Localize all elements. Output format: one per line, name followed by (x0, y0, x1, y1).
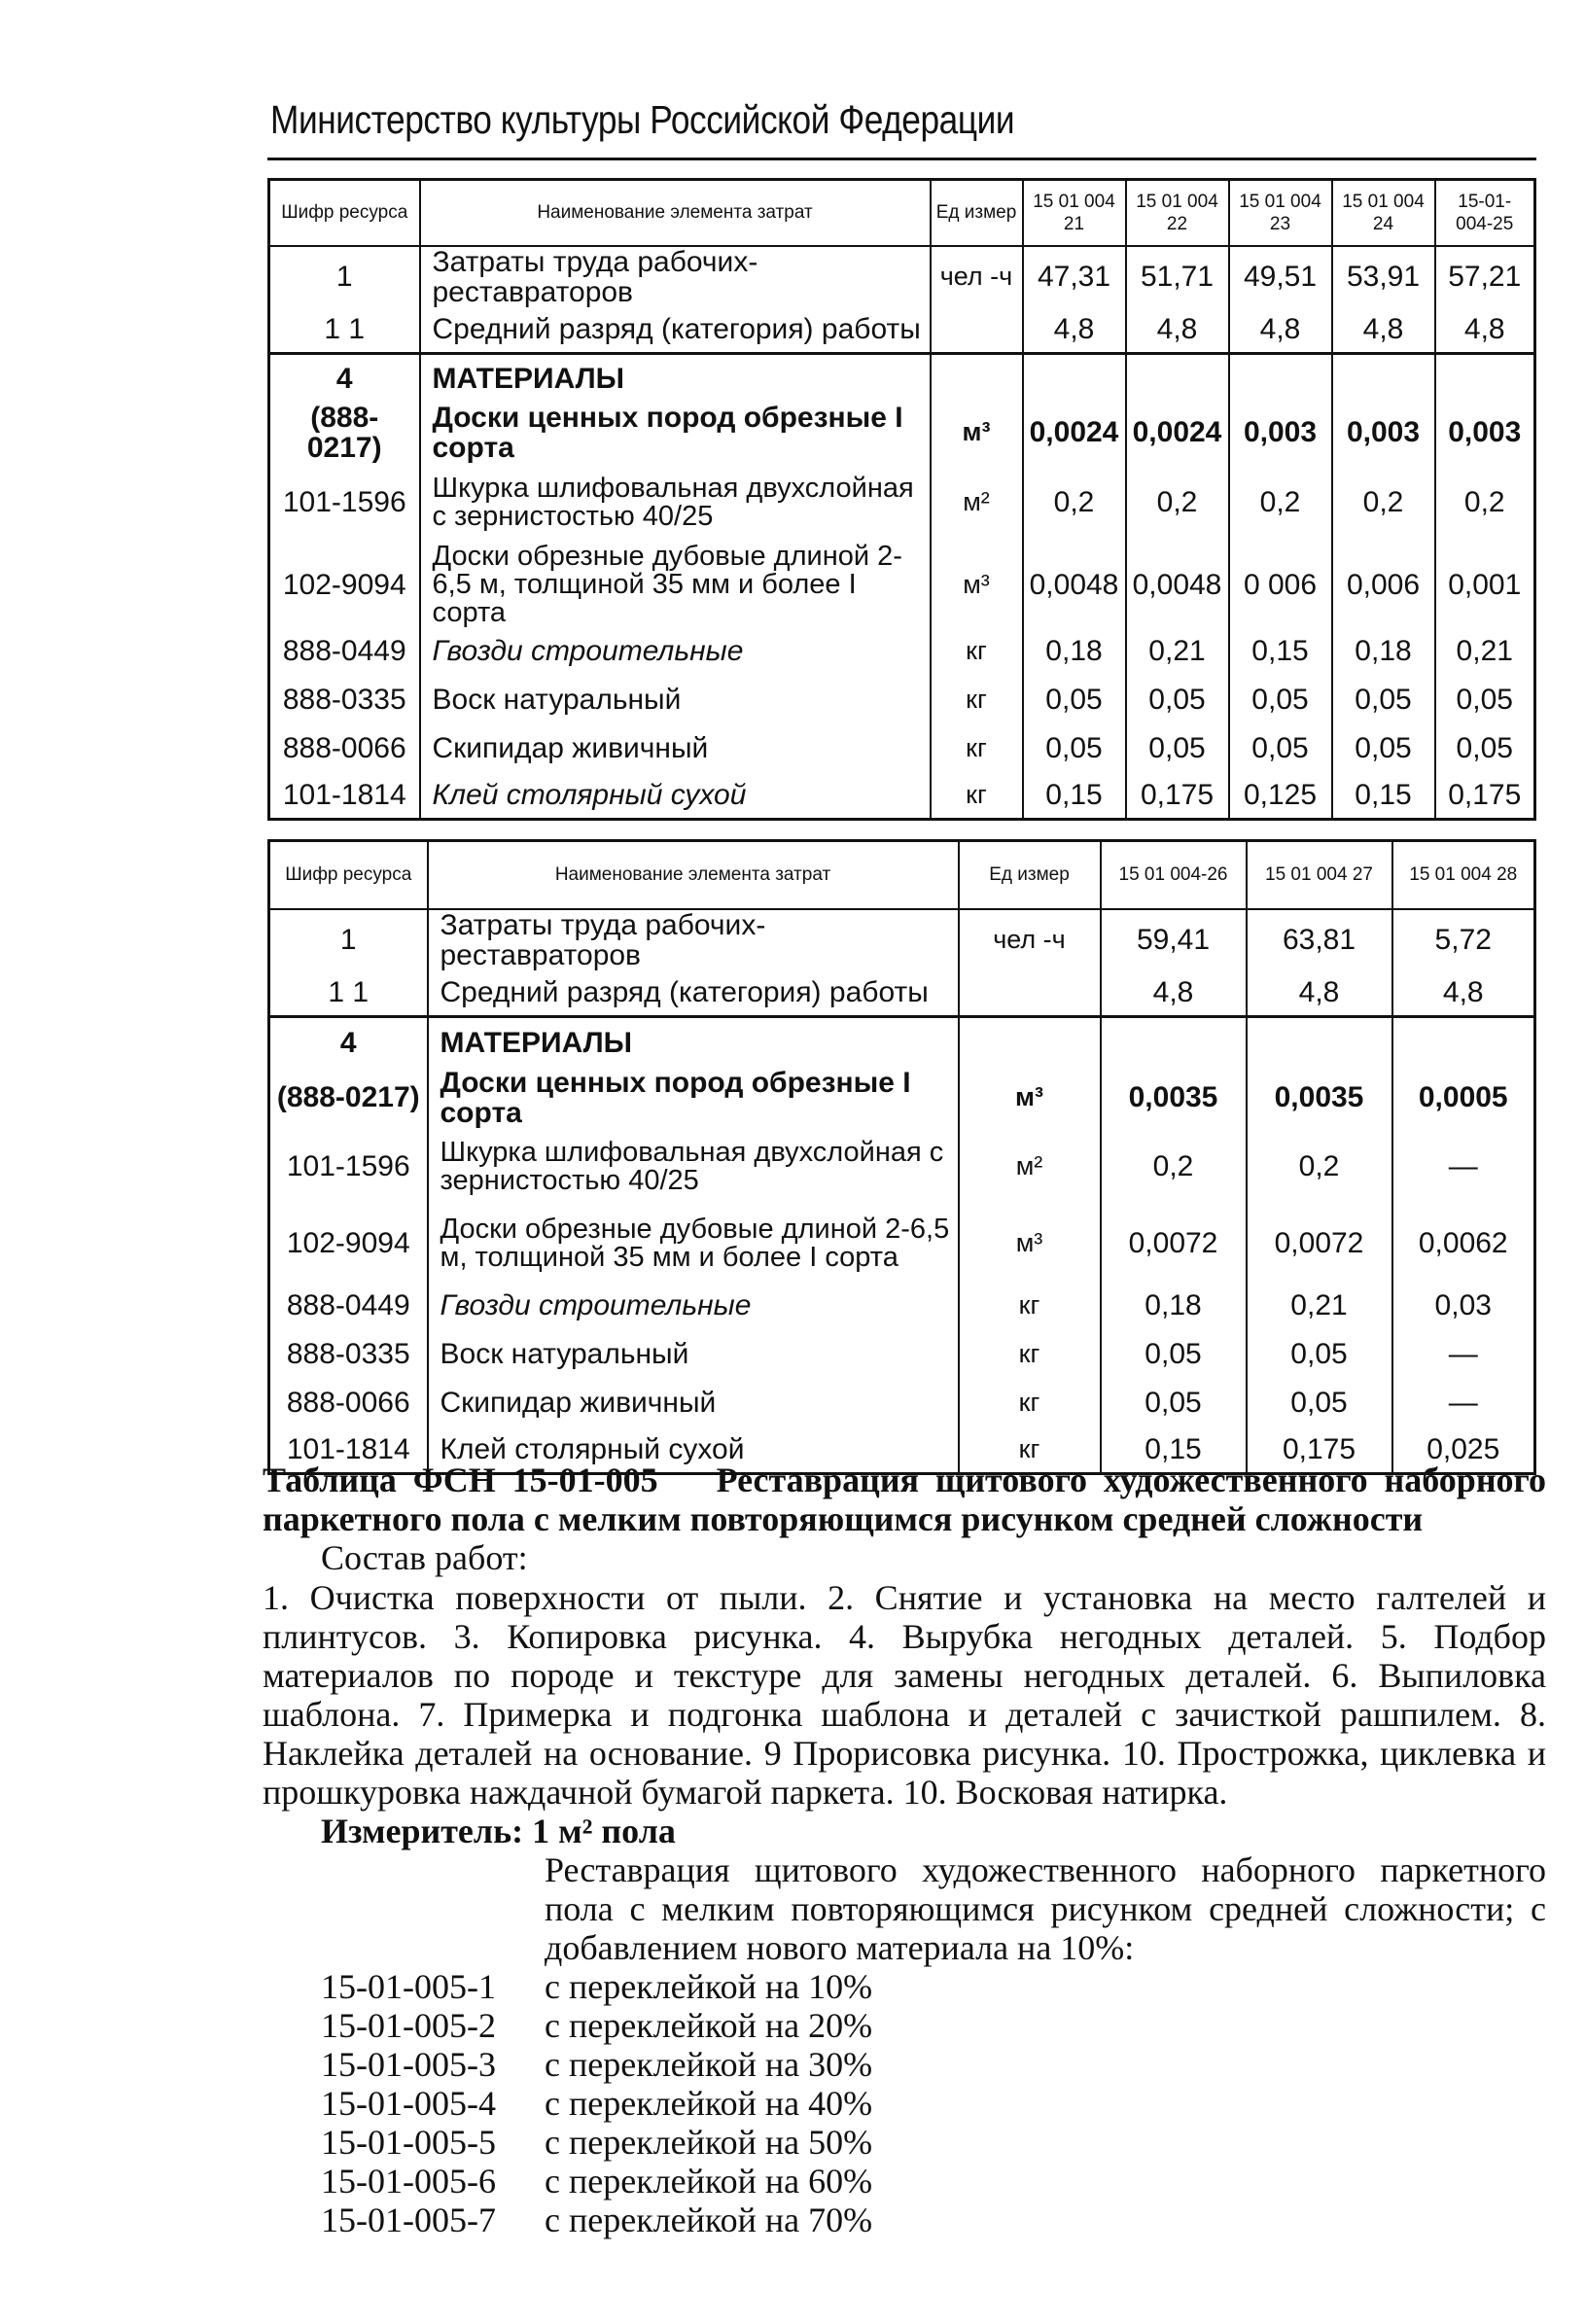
row-value: 59,41 (1101, 909, 1247, 970)
header-unit: Ед измер (931, 180, 1023, 246)
row-value: 0,0005 (1392, 1068, 1535, 1128)
row-unit: кг (959, 1427, 1101, 1474)
row-unit (931, 307, 1023, 354)
item-text: с переклейкой на 40% (545, 2084, 873, 2123)
row-value: 0,18 (1101, 1282, 1247, 1330)
row-code: 1 (269, 909, 428, 970)
item-text: с переклейкой на 50% (545, 2123, 873, 2162)
table-row (269, 354, 1535, 403)
row-name: Средний разряд (категория) работы (420, 307, 931, 354)
row-value: 0,15 (1332, 773, 1435, 820)
table-row (269, 1068, 1535, 1128)
row-name: Гвозди строительные (428, 1282, 959, 1330)
row-value: 0,125 (1229, 773, 1332, 820)
header-col-3: 15 01 004 23 (1229, 180, 1332, 246)
row-value: 0,2 (1023, 463, 1126, 543)
row-unit: чел -ч (931, 246, 1023, 307)
row-unit: м² (959, 1128, 1101, 1206)
header-unit: Ед измер (959, 841, 1101, 909)
row-value: 0,0072 (1247, 1206, 1392, 1282)
row-name: МАТЕРИАЛЫ (420, 354, 931, 403)
row-value: 0,2 (1101, 1128, 1247, 1206)
list-item (321, 2201, 872, 2239)
row-value: 0,0024 (1126, 403, 1229, 463)
section-title (263, 1461, 1546, 1538)
item-code: 15-01-005-2 (321, 2006, 496, 2045)
row-value (1101, 1017, 1247, 1068)
header-col-2: 15 01 004 22 (1126, 180, 1229, 246)
row-value: 0,0024 (1023, 403, 1126, 463)
row-value: 0,003 (1332, 403, 1435, 463)
row-unit: м³ (959, 1068, 1101, 1128)
row-code: 101-1814 (269, 1427, 428, 1474)
row-value: 5,72 (1392, 909, 1535, 970)
row-value: 0,2 (1332, 463, 1435, 543)
row-name: Затраты труда рабочих-реставраторов (420, 246, 931, 307)
row-value: 4,8 (1247, 970, 1392, 1017)
codes-list (321, 1967, 872, 2239)
row-name: Затраты труда рабочих-реставраторов (428, 909, 959, 970)
header-code: Шифр ресурса (269, 180, 420, 246)
row-name: Клей столярный сухой (420, 773, 931, 820)
row-value: 0,006 (1332, 543, 1435, 627)
row-value (1023, 354, 1126, 403)
row-value: 0,2 (1126, 463, 1229, 543)
row-value: 49,51 (1229, 246, 1332, 307)
resource-table-1 (267, 178, 1536, 821)
list-item (321, 1967, 872, 2006)
row-value: 0,175 (1435, 773, 1535, 820)
row-name: Доски обрезные дубовые длиной 2-6,5 м, толщиной 35 мм и более I сорта (428, 1206, 959, 1282)
item-text: с переклейкой на 60% (545, 2162, 873, 2201)
table-row (269, 676, 1535, 724)
row-value: 0,2 (1247, 1128, 1392, 1206)
row-value: 0,0035 (1247, 1068, 1392, 1128)
table-row (269, 1379, 1535, 1427)
table-row (269, 1330, 1535, 1379)
row-code: 888-0335 (269, 676, 420, 724)
row-value: 57,21 (1435, 246, 1535, 307)
row-name: Доски ценных пород обрезные I сорта (428, 1068, 959, 1128)
table-row (269, 1206, 1535, 1282)
row-value: 0,05 (1332, 724, 1435, 773)
row-value: 0,05 (1435, 676, 1535, 724)
table-title: Реставрация щитового художественного наборного паркетного пола с мелким повторяющимся рисунком средней сложности (263, 1461, 1547, 1538)
header-col-2: 15 01 004 27 (1247, 841, 1392, 909)
row-value: 4,8 (1332, 307, 1435, 354)
row-value (1435, 354, 1535, 403)
list-item (321, 2006, 872, 2045)
row-value: 0,2 (1435, 463, 1535, 543)
row-unit (931, 354, 1023, 403)
row-value: 63,81 (1247, 909, 1392, 970)
row-value: 0,2 (1229, 463, 1332, 543)
table-row (269, 909, 1535, 970)
row-unit: кг (931, 724, 1023, 773)
row-value: 0,0048 (1023, 543, 1126, 627)
row-value: 0,15 (1229, 627, 1332, 676)
table-row (269, 403, 1535, 463)
intro-text: Реставрация щитового художественного наборного паркетного пола с мелким повторяющимся рисунком средней сложности; с добавлением нового материала на 10%: (545, 1850, 1546, 1967)
header-rule (267, 158, 1536, 160)
item-text: с переклейкой на 20% (545, 2006, 873, 2045)
list-item (321, 2045, 872, 2084)
row-name: Воск натуральный (420, 676, 931, 724)
row-value: 0,175 (1247, 1427, 1392, 1474)
measure-label: Измеритель: 1 м² пола (321, 1812, 676, 1850)
header-col-3: 15 01 004 28 (1392, 841, 1535, 909)
row-name: МАТЕРИАЛЫ (428, 1017, 959, 1068)
row-value: 0,21 (1126, 627, 1229, 676)
row-value: 0,0035 (1101, 1068, 1247, 1128)
row-value: 0,05 (1126, 676, 1229, 724)
row-name: Скипидар живичный (420, 724, 931, 773)
header-col-1: 15 01 004 21 (1023, 180, 1126, 246)
row-value: 0 006 (1229, 543, 1332, 627)
row-value: 47,31 (1023, 246, 1126, 307)
table-row (269, 627, 1535, 676)
table-row (269, 463, 1535, 543)
row-name: Доски обрезные дубовые длиной 2-6,5 м, толщиной 35 мм и более I сорта (420, 543, 931, 627)
row-value (1332, 354, 1435, 403)
row-code: 888-0449 (269, 1282, 428, 1330)
row-code: 4 (269, 1017, 428, 1068)
list-item (321, 2123, 872, 2162)
table-row (269, 773, 1535, 820)
composition-label: Состав работ: (321, 1538, 528, 1577)
row-value: 0,18 (1023, 627, 1126, 676)
row-value: 0,05 (1247, 1379, 1392, 1427)
row-value: — (1392, 1330, 1535, 1379)
row-value: 0,05 (1101, 1379, 1247, 1427)
row-value: 0,05 (1229, 724, 1332, 773)
composition-text: 1. Очистка поверхности от пыли. 2. Снятие и установка на место галтелей и плинтусов. 3. Копировка рисунка. 4. Вырубка негодных деталей. 5. Подбор материалов по породе и текстуре для замены негодных деталей. 6. Выпиловка шаблона. 7. Примерка и подгонка шаблона и деталей с зачисткой рашпилем. 8. Наклейка деталей на основание. 9 Прорисовка рисунка. 10. Прострожка, циклевка и прошкуровка наждачной бумагой паркета. 10. Восковая натирка. (263, 1578, 1546, 1812)
row-unit (959, 1017, 1101, 1068)
row-code: 101-1596 (269, 1128, 428, 1206)
row-code: 888-0066 (269, 724, 420, 773)
row-code: 4 (269, 354, 420, 403)
header-code: Шифр ресурса (269, 841, 428, 909)
header-name: Наименование элемента затрат (420, 180, 931, 246)
table-row (269, 543, 1535, 627)
row-unit: кг (959, 1282, 1101, 1330)
row-value (1392, 1017, 1535, 1068)
item-code: 15-01-005-6 (321, 2162, 496, 2201)
row-value: 4,8 (1435, 307, 1535, 354)
table-row (269, 1128, 1535, 1206)
row-value: 0,001 (1435, 543, 1535, 627)
row-value (1126, 354, 1229, 403)
item-text: с переклейкой на 70% (545, 2201, 873, 2239)
row-code: (888-0217) (269, 403, 420, 463)
row-value: 0,0062 (1392, 1206, 1535, 1282)
row-value: 0,05 (1101, 1330, 1247, 1379)
row-value: 4,8 (1023, 307, 1126, 354)
row-code: 1 (269, 246, 420, 307)
row-value: 0,05 (1126, 724, 1229, 773)
table-header-row (269, 841, 1535, 909)
table-row (269, 724, 1535, 773)
row-unit: м² (931, 463, 1023, 543)
row-name: Шкурка шлифовальная двухслойная с зернистостью 40/25 (420, 463, 931, 543)
row-unit: кг (931, 773, 1023, 820)
row-value: 0,15 (1023, 773, 1126, 820)
row-value: 0,05 (1023, 724, 1126, 773)
row-value: 0,21 (1435, 627, 1535, 676)
table-row (269, 1017, 1535, 1068)
row-value: 0,05 (1023, 676, 1126, 724)
row-unit: чел -ч (959, 909, 1101, 970)
row-code: 888-0449 (269, 627, 420, 676)
row-name: Средний разряд (категория) работы (428, 970, 959, 1017)
row-value (1247, 1017, 1392, 1068)
row-name: Воск натуральный (428, 1330, 959, 1379)
row-value: — (1392, 1128, 1535, 1206)
row-code: (888-0217) (269, 1068, 428, 1128)
row-code: 888-0066 (269, 1379, 428, 1427)
row-value: 0,05 (1247, 1330, 1392, 1379)
row-name: Клей столярный сухой (428, 1427, 959, 1474)
row-unit: кг (931, 676, 1023, 724)
row-unit: кг (931, 627, 1023, 676)
row-value: 0,15 (1101, 1427, 1247, 1474)
row-unit: м³ (931, 403, 1023, 463)
table-code: Таблица ФСН 15-01-005 (263, 1461, 658, 1499)
item-code: 15-01-005-5 (321, 2123, 496, 2162)
row-value: 0,0072 (1101, 1206, 1247, 1282)
table-row (269, 1282, 1535, 1330)
resource-table-2 (267, 839, 1536, 1475)
row-value: 4,8 (1392, 970, 1535, 1017)
table-header-row (269, 180, 1535, 246)
row-name: Шкурка шлифовальная двухслойная с зернистостью 40/25 (428, 1128, 959, 1206)
row-value: 0,003 (1435, 403, 1535, 463)
row-name: Скипидар живичный (428, 1379, 959, 1427)
row-value: 51,71 (1126, 246, 1229, 307)
row-value: 0,003 (1229, 403, 1332, 463)
row-code: 888-0335 (269, 1330, 428, 1379)
row-value: 4,8 (1126, 307, 1229, 354)
list-item (321, 2084, 872, 2123)
row-unit: м³ (959, 1206, 1101, 1282)
table-row (269, 970, 1535, 1017)
item-code: 15-01-005-3 (321, 2045, 496, 2084)
row-value: 0,0048 (1126, 543, 1229, 627)
row-value: 0,05 (1332, 676, 1435, 724)
row-unit: кг (959, 1379, 1101, 1427)
header-col-4: 15 01 004 24 (1332, 180, 1435, 246)
row-code: 101-1596 (269, 463, 420, 543)
row-value: 0,03 (1392, 1282, 1535, 1330)
row-code: 1 1 (269, 970, 428, 1017)
item-text: с переклейкой на 10% (545, 1967, 873, 2006)
row-unit (959, 970, 1101, 1017)
item-code: 15-01-005-4 (321, 2084, 496, 2123)
row-name: Гвозди строительные (420, 627, 931, 676)
header-col-1: 15 01 004-26 (1101, 841, 1247, 909)
row-value: 4,8 (1229, 307, 1332, 354)
row-code: 1 1 (269, 307, 420, 354)
item-text: с переклейкой на 30% (545, 2045, 873, 2084)
page-header: Министерство культуры Российской Федерации (270, 97, 1015, 142)
row-code: 101-1814 (269, 773, 420, 820)
row-value: 0,025 (1392, 1427, 1535, 1474)
row-value: 53,91 (1332, 246, 1435, 307)
header-col-5: 15-01- 004-25 (1435, 180, 1535, 246)
row-value (1229, 354, 1332, 403)
row-name: Доски ценных пород обрезные I сорта (420, 403, 931, 463)
row-value: 0,18 (1332, 627, 1435, 676)
row-code: 102-9094 (269, 543, 420, 627)
row-value: 0,175 (1126, 773, 1229, 820)
header-name: Наименование элемента затрат (428, 841, 959, 909)
item-code: 15-01-005-7 (321, 2201, 496, 2239)
row-value: 0,05 (1435, 724, 1535, 773)
table-row (269, 246, 1535, 307)
row-unit: кг (959, 1330, 1101, 1379)
row-value: 4,8 (1101, 970, 1247, 1017)
row-value: 0,05 (1229, 676, 1332, 724)
table-row (269, 307, 1535, 354)
row-unit: м³ (931, 543, 1023, 627)
list-item (321, 2162, 872, 2201)
row-value: — (1392, 1379, 1535, 1427)
row-value: 0,21 (1247, 1282, 1392, 1330)
row-code: 102-9094 (269, 1206, 428, 1282)
item-code: 15-01-005-1 (321, 1967, 496, 2006)
